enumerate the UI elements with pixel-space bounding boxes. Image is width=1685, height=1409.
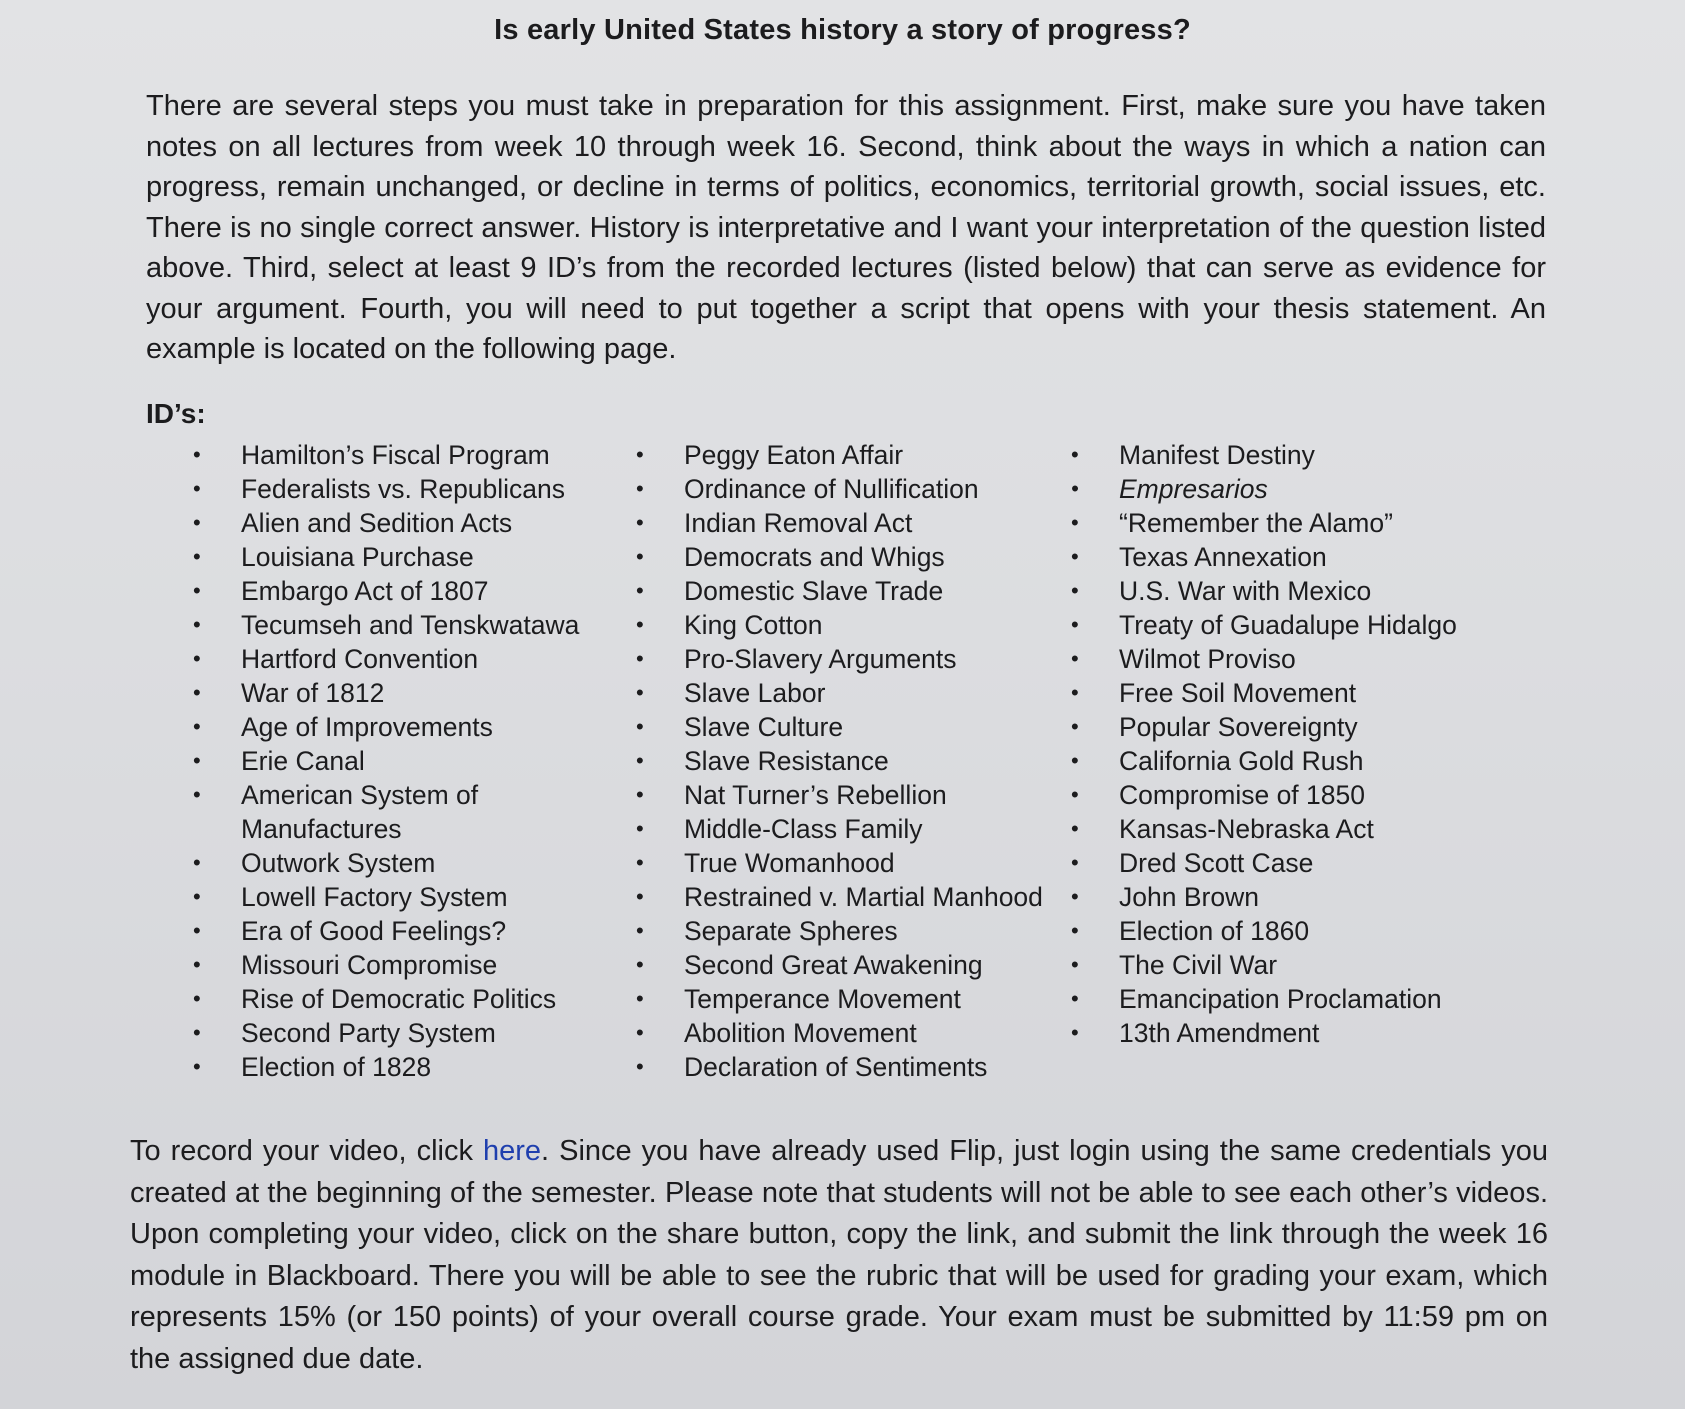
ids-list-column-1	[193, 438, 613, 1084]
id-item: • Pro-Slavery Arguments	[636, 642, 1066, 676]
ids-list-column-2	[636, 438, 1066, 1084]
id-item: • Texas Annexation	[1071, 540, 1491, 574]
id-item: • California Gold Rush	[1071, 744, 1491, 778]
id-item: • Popular Sovereignty	[1071, 710, 1491, 744]
instructions-paragraph: There are several steps you must take in preparation for this assignment. First, make sure you have taken notes on all lectures from week 10 through week 16. Second, think about the ways in which a nation can progress, remain unchanged, or decline in terms of politics, economics, territorial growth, social issues, etc. There is no single correct answer. History is interpretative and I want your interpretation of the question listed above. Third, select at least 9 ID’s from the recorded lectures (listed below) that can serve as evidence for your argument. Fourth, you will need to put together a script that opens with your thesis statement. An example is located on the following page.	[146, 90, 1546, 365]
id-item: • Election of 1860	[1071, 914, 1491, 948]
id-item: • Alien and Sedition Acts	[193, 506, 613, 540]
id-item: • Ordinance of Nullification	[636, 472, 1066, 506]
submission-paragraph	[130, 1131, 1548, 1380]
submission-text-rest: . Since you have already used Flip, just login using the same credentials you created at the beginning of the semester. Please note that students will not be able to see each other’s videos. Upon completing your video, click on the share button, copy the link, and submit the link through the week 16 module in Blackboard. There you will be able to see the rubric that will be used for grading your exam, which represents 15% (or 150 points) of your overall course grade. Your exam must be submitted by 11:59 pm on the assigned due date.	[130, 1135, 1548, 1375]
id-item: • Second Great Awakening	[636, 948, 1066, 982]
id-item: • Slave Resistance	[636, 744, 1066, 778]
id-item: • Second Party System	[193, 1016, 613, 1050]
id-item: • Democrats and Whigs	[636, 540, 1066, 574]
id-item: • Louisiana Purchase	[193, 540, 613, 574]
id-item: • War of 1812	[193, 676, 613, 710]
id-item: • Peggy Eaton Affair	[636, 438, 1066, 472]
id-item: • Abolition Movement	[636, 1016, 1066, 1050]
id-item: • True Womanhood	[636, 846, 1066, 880]
id-item: • Lowell Factory System	[193, 880, 613, 914]
id-item: • Erie Canal	[193, 744, 613, 778]
id-item: • Federalists vs. Republicans	[193, 472, 613, 506]
id-item: • Temperance Movement	[636, 982, 1066, 1016]
id-item: • Domestic Slave Trade	[636, 574, 1066, 608]
id-item: • Tecumseh and Tenskwatawa	[193, 608, 613, 642]
id-item: • Slave Labor	[636, 676, 1066, 710]
id-item: • Missouri Compromise	[193, 948, 613, 982]
id-item: • Embargo Act of 1807	[193, 574, 613, 608]
id-item: • Separate Spheres	[636, 914, 1066, 948]
id-item: • Nat Turner’s Rebellion	[636, 778, 1066, 812]
id-item: • Slave Culture	[636, 710, 1066, 744]
id-item: • American System of Manufactures	[193, 778, 501, 846]
id-item: • Rise of Democratic Politics	[193, 982, 613, 1016]
ids-list-column-3	[1071, 438, 1491, 1050]
id-item: • Restrained v. Martial Manhood	[636, 880, 1066, 914]
id-item: • Wilmot Proviso	[1071, 642, 1491, 676]
id-item: • Era of Good Feelings?	[193, 914, 613, 948]
id-item: • Treaty of Guadalupe Hidalgo	[1071, 608, 1491, 642]
record-video-link[interactable]: here	[483, 1135, 542, 1167]
id-item: • John Brown	[1071, 880, 1491, 914]
id-item: • 13th Amendment	[1071, 1016, 1491, 1050]
id-item: • Emancipation Proclamation	[1071, 982, 1491, 1016]
id-item: • “Remember the Alamo”	[1071, 506, 1491, 540]
id-item: • Free Soil Movement	[1071, 676, 1491, 710]
id-item: • Indian Removal Act	[636, 506, 1066, 540]
id-item: • Manifest Destiny	[1071, 438, 1491, 472]
id-item: • Election of 1828	[193, 1050, 613, 1084]
id-item: • Empresarios	[1071, 472, 1491, 506]
submission-text-start: To record your video, click	[130, 1135, 483, 1167]
id-item: • U.S. War with Mexico	[1071, 574, 1491, 608]
id-item: • Dred Scott Case	[1071, 846, 1491, 880]
id-item: • Age of Improvements	[193, 710, 613, 744]
id-item: • King Cotton	[636, 608, 1066, 642]
id-item: • Kansas-Nebraska Act	[1071, 812, 1491, 846]
id-item: • Middle-Class Family	[636, 812, 1066, 846]
page-title: Is early United States history a story of progress?	[494, 14, 1191, 46]
id-item: • Hartford Convention	[193, 642, 613, 676]
id-item: • Hamilton’s Fiscal Program	[193, 438, 613, 472]
id-item: • Compromise of 1850	[1071, 778, 1491, 812]
id-item: • Outwork System	[193, 846, 613, 880]
id-item: • Declaration of Sentiments	[636, 1050, 1066, 1084]
ids-heading: ID’s:	[146, 398, 206, 429]
id-item: • The Civil War	[1071, 948, 1491, 982]
